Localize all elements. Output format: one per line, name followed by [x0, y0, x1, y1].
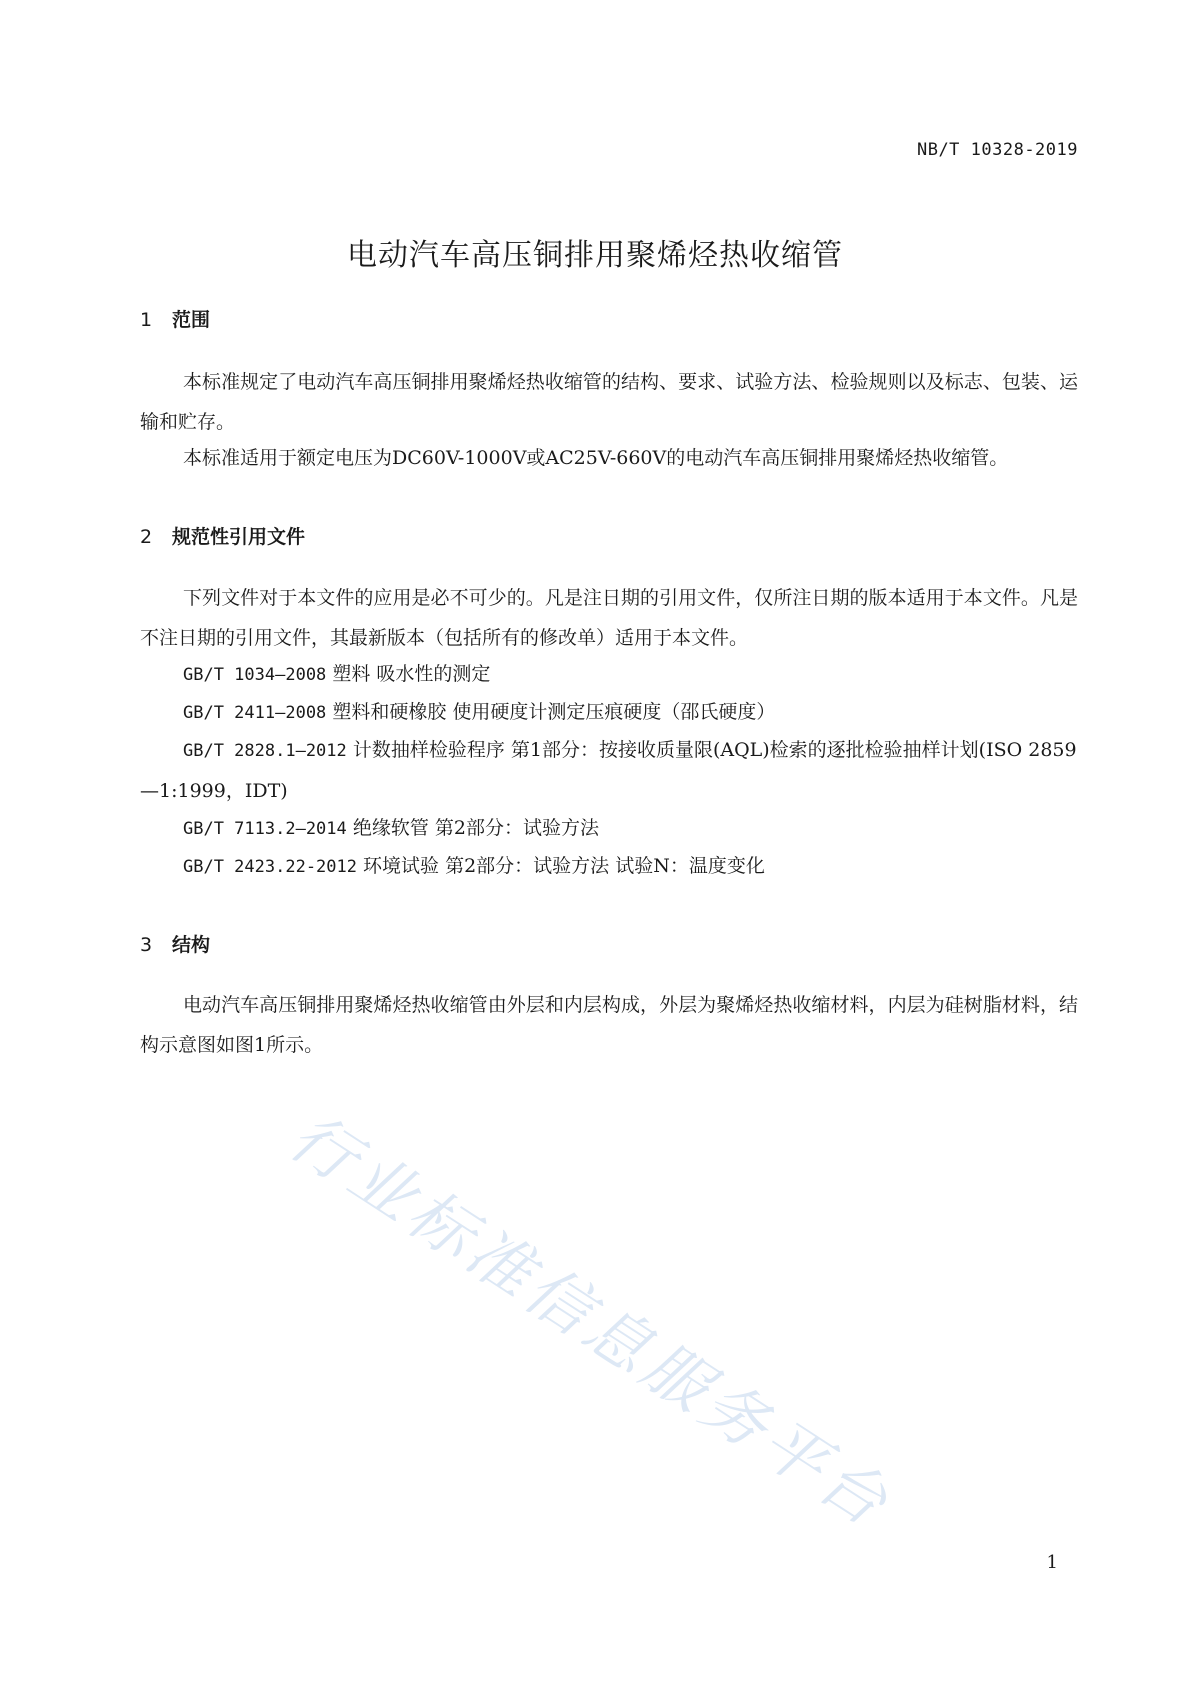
document-title: 电动汽车高压铜排用聚烯烃热收缩管 [347, 238, 843, 273]
reference-code: GB/T 1034—2008 [183, 665, 327, 685]
page-number: 1 [1046, 1552, 1058, 1573]
reference-title: 计数抽样检验程序 第1部分：按接收质量限(AQL)检索的逐批检验抽样计划(ISO 2859—1:1999，IDT) [140, 739, 1077, 802]
reference-code: GB/T 7113.2—2014 [183, 819, 347, 839]
section-1-paragraph-1: 本标准规定了电动汽车高压铜排用聚烯烃热收缩管的结构、要求、试验方法、检验规则以及标志、包装、运输和贮存。 [140, 371, 1078, 433]
reference-code: GB/T 2423.22-2012 [183, 857, 357, 877]
reference-item [140, 808, 1078, 849]
reference-code: GB/T 2828.1—2012 [183, 741, 347, 761]
reference-code: GB/T 2411—2008 [183, 703, 327, 723]
reference-title: 绝缘软管 第2部分：试验方法 [352, 817, 599, 839]
section-heading-2 [140, 522, 305, 549]
reference-item [140, 846, 1078, 887]
standard-code: NB/T 10328-2019 [916, 140, 1078, 160]
section-number: 2 [140, 526, 153, 548]
reference-item [140, 692, 1078, 733]
reference-item [140, 654, 1078, 695]
section-number: 3 [140, 934, 153, 956]
reference-title: 塑料和硬橡胶 使用硬度计测定压痕硬度（邵氏硬度） [332, 701, 776, 723]
section-title: 结构 [172, 934, 211, 956]
section-2-paragraph-1: 下列文件对于本文件的应用是必不可少的。凡是注日期的引用文件，仅所注日期的版本适用于本文件。凡是不注日期的引用文件，其最新版本（包括所有的修改单）适用于本文件。 [140, 587, 1078, 649]
section-title: 规范性引用文件 [172, 526, 306, 548]
section-heading-3 [140, 930, 210, 957]
section-title: 范围 [172, 309, 211, 331]
section-heading-1 [140, 305, 210, 332]
reference-title: 环境试验 第2部分：试验方法 试验N：温度变化 [363, 855, 765, 877]
section-1-paragraph-2: 本标准适用于额定电压为DC60V-1000V或AC25V-660V的电动汽车高压铜排用聚烯烃热收缩管。 [183, 447, 1009, 469]
section-number: 1 [140, 309, 153, 331]
reference-item [140, 730, 1078, 811]
watermark: 行业标准信息服务平台 [276, 1100, 904, 1544]
reference-title: 塑料 吸水性的测定 [332, 663, 491, 685]
section-3-paragraph-1: 电动汽车高压铜排用聚烯烃热收缩管由外层和内层构成，外层为聚烯烃热收缩材料，内层为硅树脂材料，结构示意图如图1所示。 [140, 994, 1078, 1056]
